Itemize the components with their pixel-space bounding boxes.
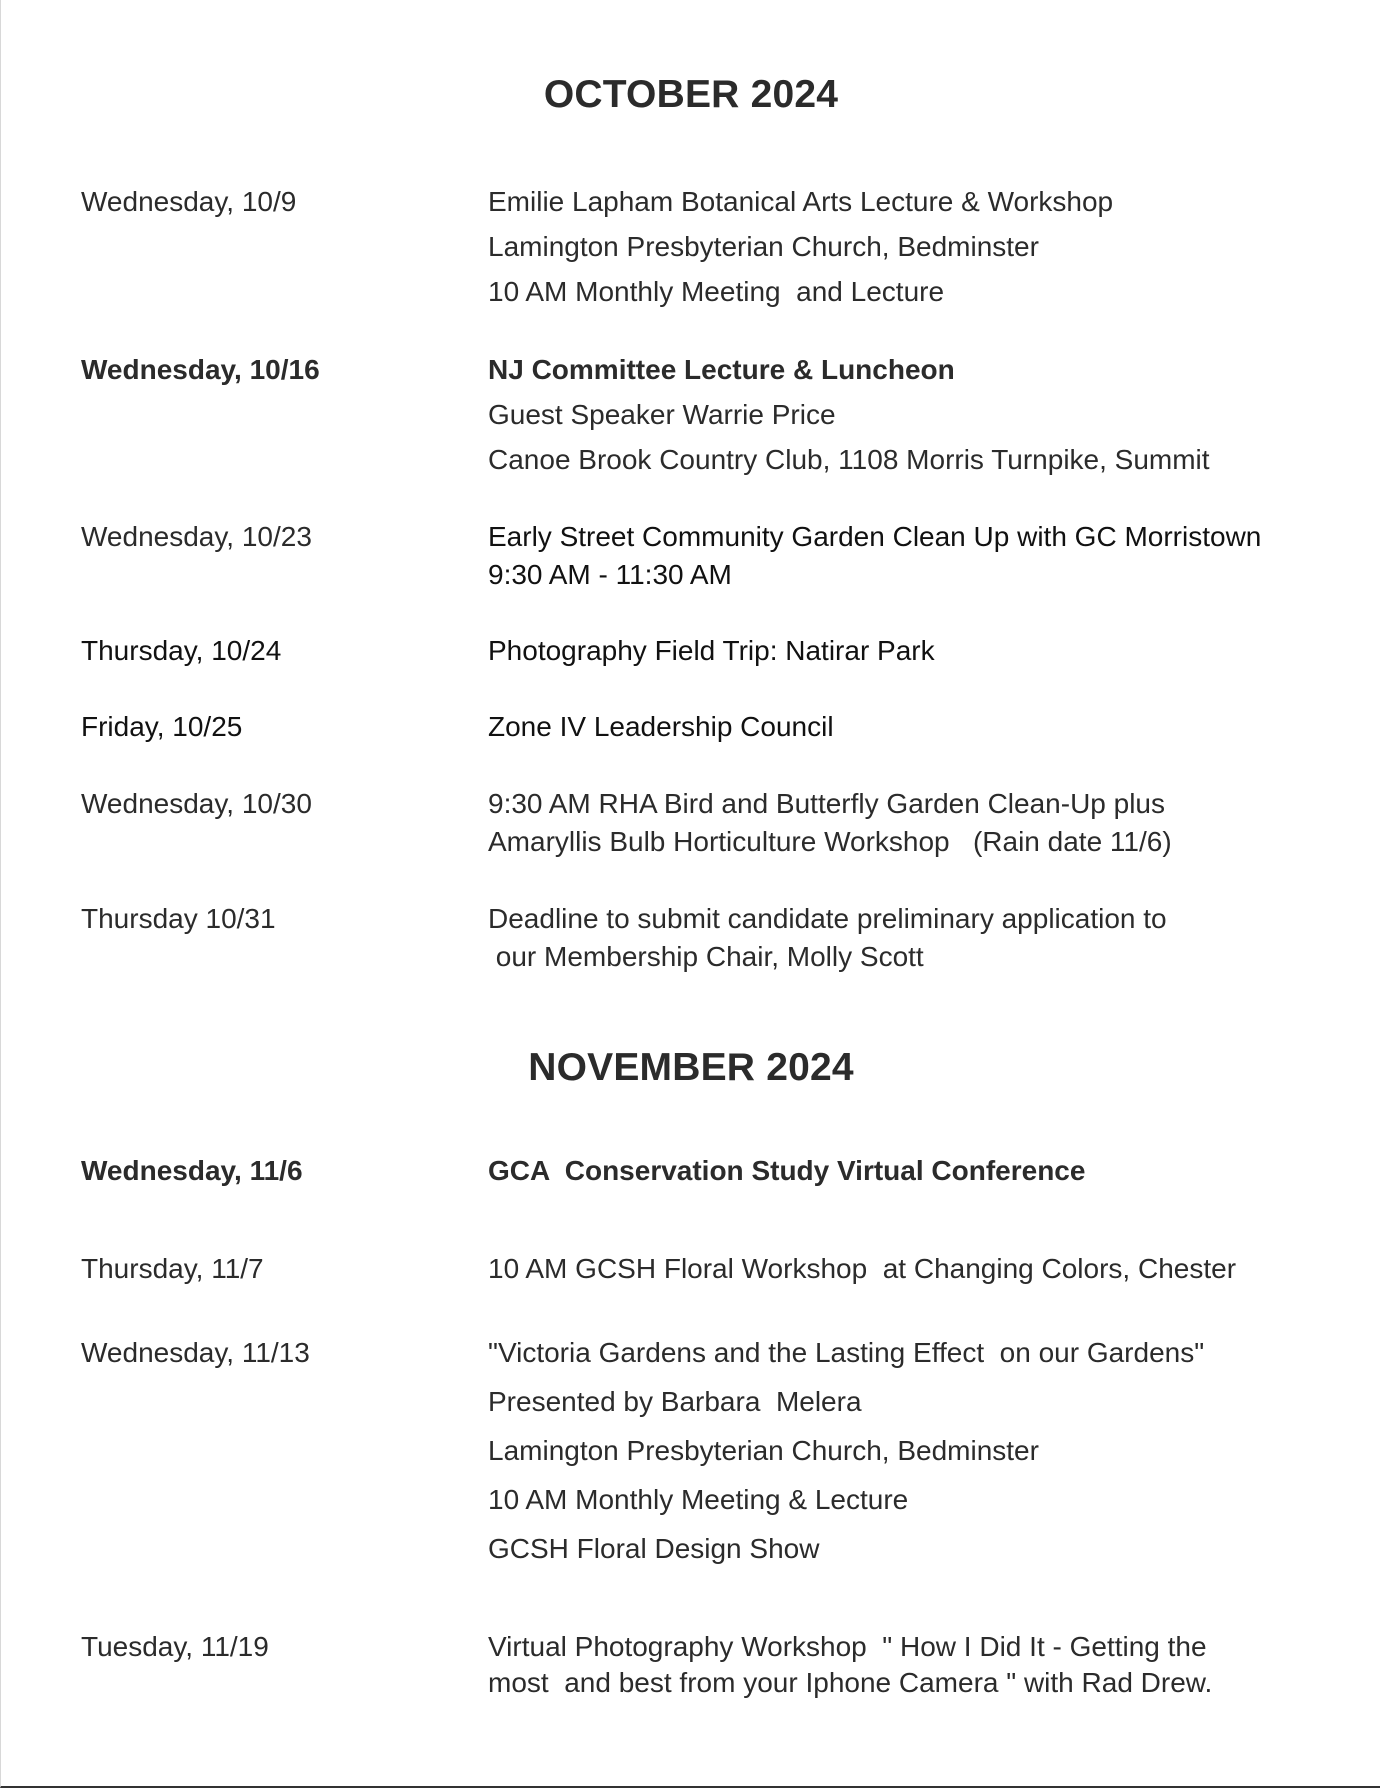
- event-location: Lamington Presbyterian Church, Bedminster: [488, 231, 1039, 262]
- event-title: NJ Committee Lecture & Luncheon: [488, 354, 955, 385]
- event-location: Canoe Brook Country Club, 1108 Morris Turnpike, Summit: [488, 444, 1210, 475]
- event-detail: 10 AM Monthly Meeting & Lecture: [488, 1484, 909, 1515]
- event-title: "Victoria Gardens and the Lasting Effect on our Gardens": [488, 1337, 1205, 1368]
- event-title: 10 AM GCSH Floral Workshop at Changing Colors, Chester: [488, 1253, 1237, 1284]
- event-detail: our Membership Chair, Molly Scott: [488, 941, 924, 972]
- event-date: Thursday, 11/7: [81, 1253, 264, 1284]
- event-date: Wednesday, 10/23: [81, 521, 312, 552]
- event-title: GCA Conservation Study Virtual Conference: [488, 1155, 1086, 1186]
- event-location: Lamington Presbyterian Church, Bedminster: [488, 1435, 1039, 1466]
- event-date: Wednesday, 10/9: [81, 186, 297, 217]
- event-date: Tuesday, 11/19: [81, 1631, 269, 1662]
- event-detail: Amaryllis Bulb Horticulture Workshop (Rain date 11/6): [488, 826, 1172, 857]
- event-date: Thursday, 10/24: [81, 635, 282, 666]
- event-title: Early Street Community Garden Clean Up with GC Morristown: [488, 521, 1262, 552]
- event-title: 9:30 AM RHA Bird and Butterfly Garden Clean-Up plus: [488, 788, 1166, 819]
- event-date: Friday, 10/25: [81, 711, 243, 742]
- event-date: Wednesday, 11/13: [81, 1337, 310, 1368]
- november-heading: NOVEMBER 2024: [528, 1046, 854, 1089]
- event-detail: Presented by Barbara Melera: [488, 1386, 862, 1417]
- event-title: Photography Field Trip: Natirar Park: [488, 635, 935, 666]
- october-heading: OCTOBER 2024: [543, 73, 839, 116]
- event-title: Emilie Lapham Botanical Arts Lecture & Workshop: [488, 186, 1114, 217]
- event-date: Wednesday, 10/16: [81, 354, 320, 385]
- event-title: Deadline to submit candidate preliminary application to: [488, 903, 1167, 934]
- event-date: Wednesday, 11/6: [81, 1155, 303, 1186]
- event-time: 9:30 AM - 11:30 AM: [488, 559, 732, 590]
- event-date: Wednesday, 10/30: [81, 788, 312, 819]
- event-title: Zone IV Leadership Council: [488, 711, 834, 742]
- event-detail: 10 AM Monthly Meeting and Lecture: [488, 276, 945, 307]
- event-date: Thursday 10/31: [81, 903, 276, 934]
- event-detail: GCSH Floral Design Show: [488, 1533, 820, 1564]
- event-detail: most and best from your Iphone Camera " with Rad Drew.: [488, 1667, 1213, 1698]
- event-title: Virtual Photography Workshop " How I Did It - Getting the: [488, 1631, 1207, 1662]
- event-detail: Guest Speaker Warrie Price: [488, 399, 836, 430]
